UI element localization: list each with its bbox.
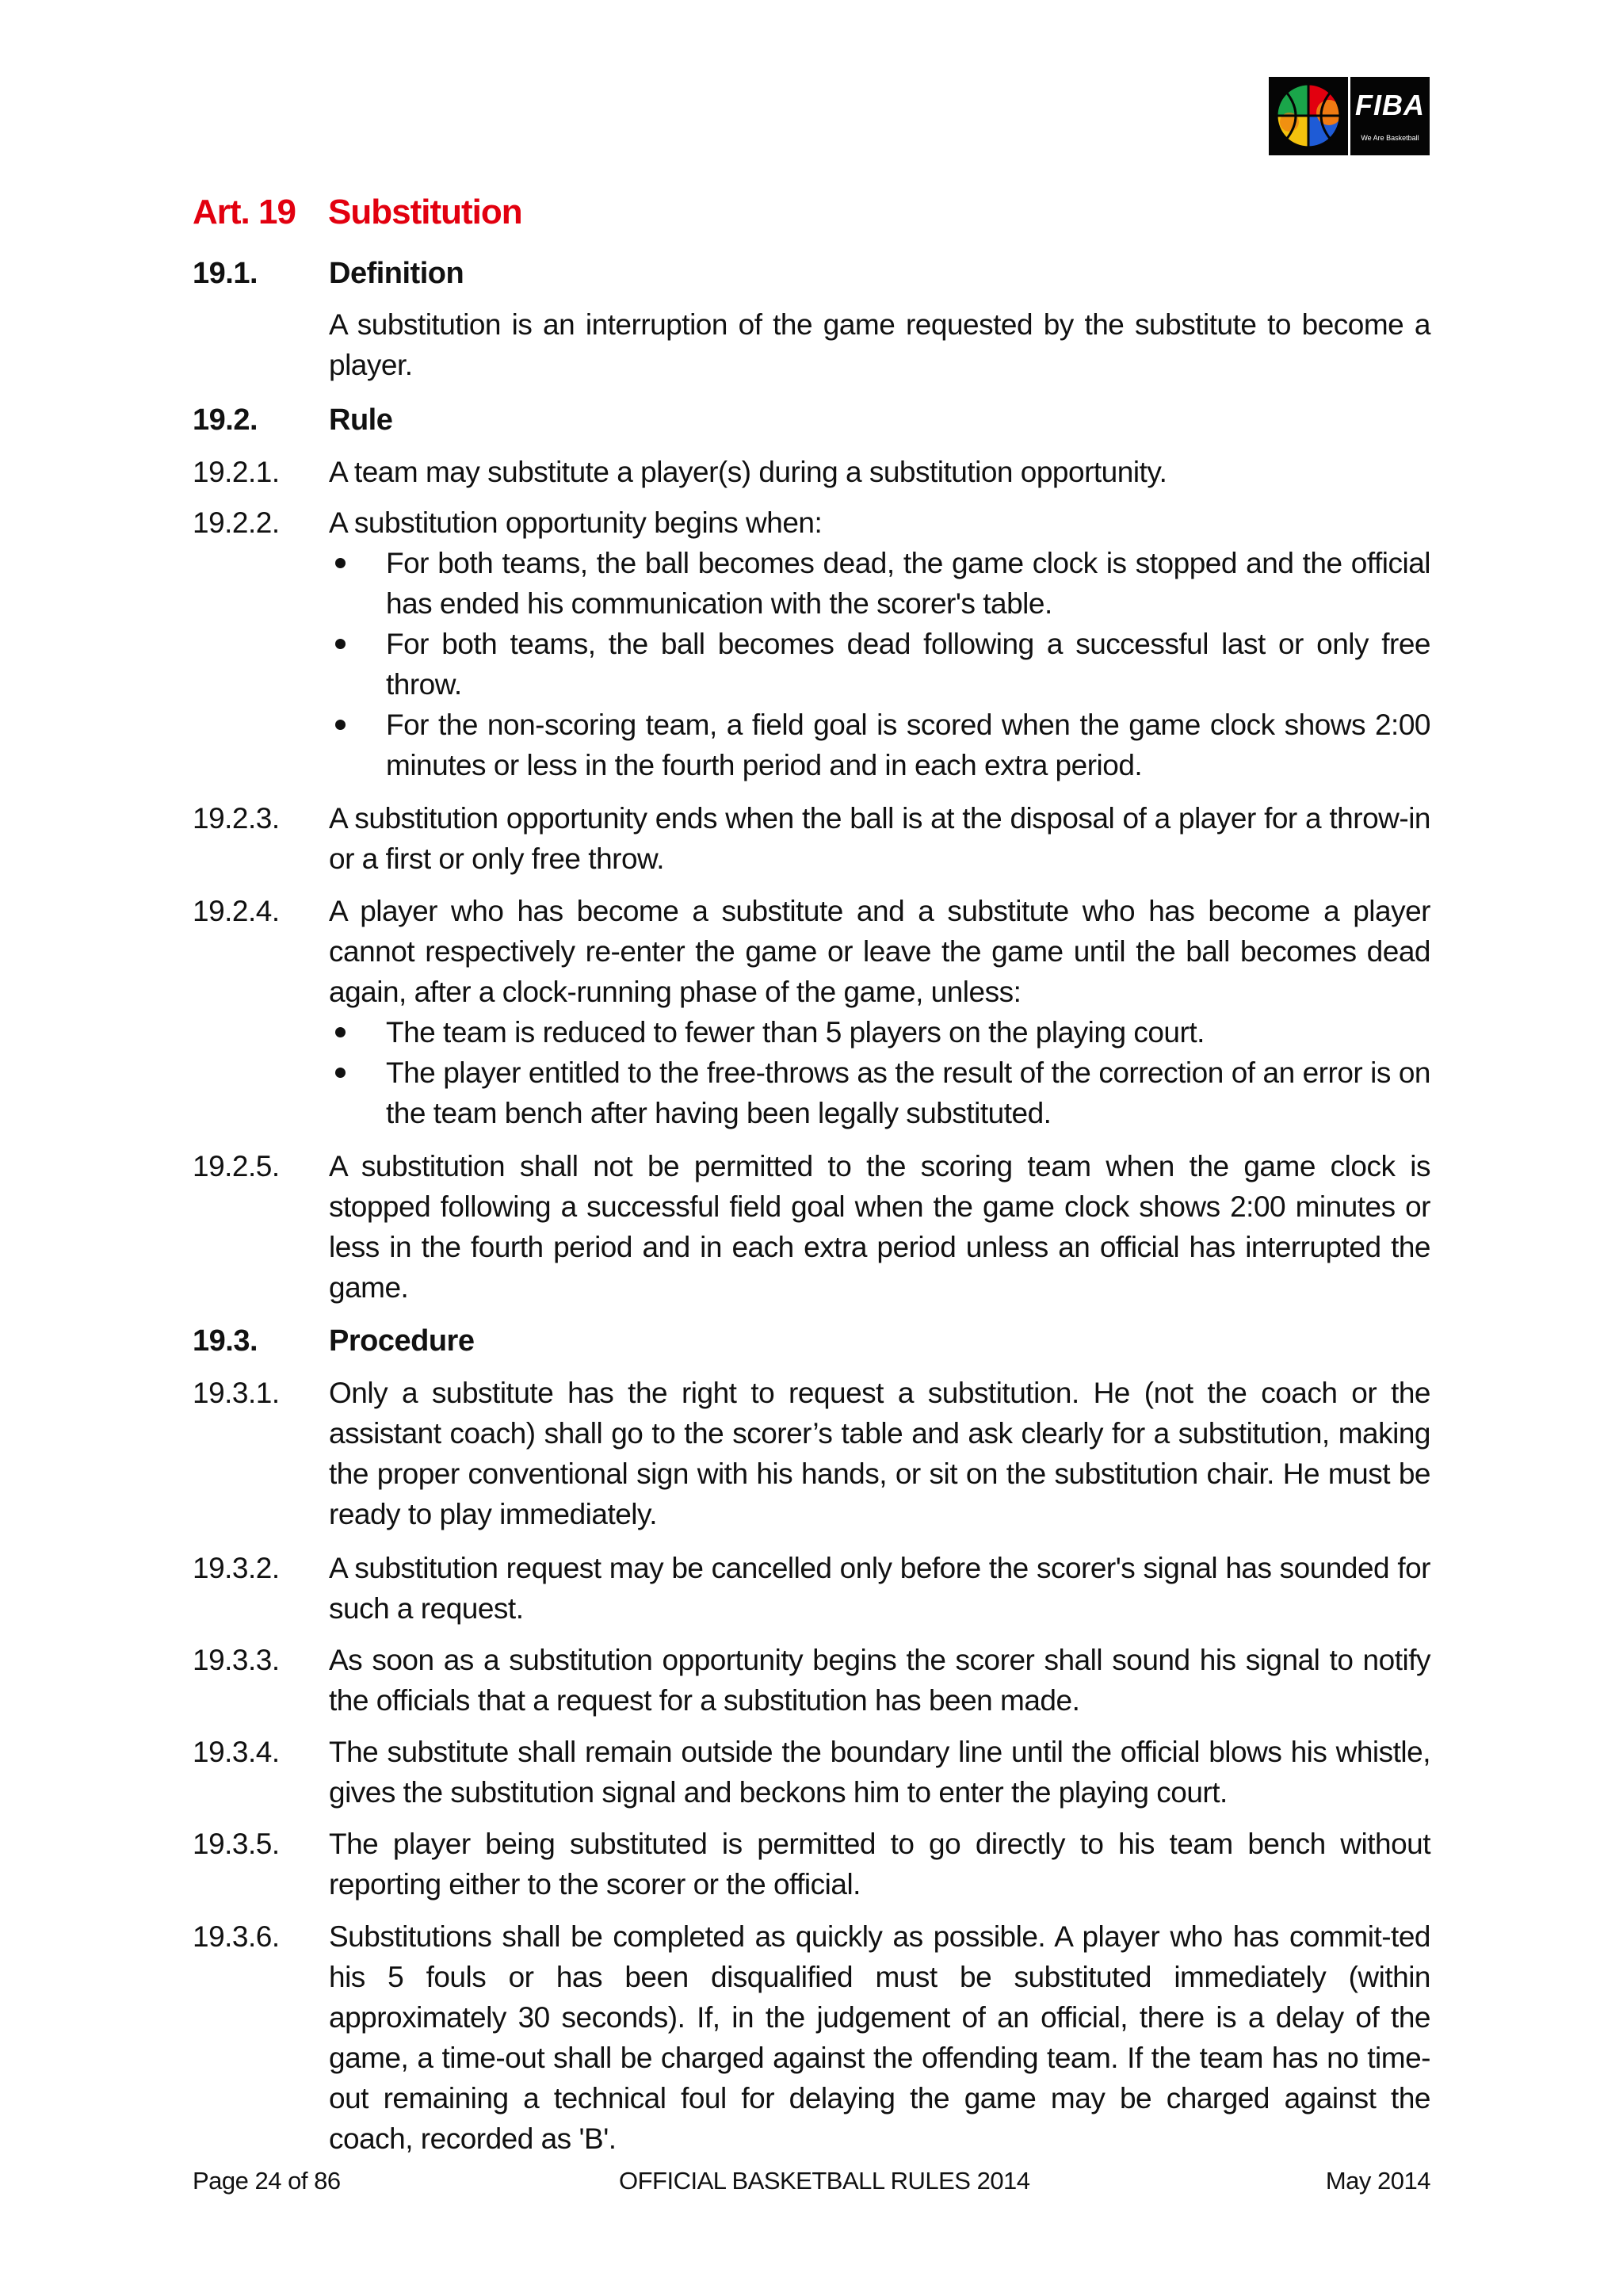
paragraph-body [329,502,1430,785]
bullet-icon [335,720,346,730]
paragraph-19-3-1 [193,1373,1430,1534]
list-item [329,1052,1430,1133]
article-heading [193,190,522,235]
section-heading-19-1 [193,254,1430,294]
list-item [329,543,1430,624]
section-title: Procedure [329,1324,475,1358]
logo-wordmark: FIBA [1355,88,1425,121]
paragraph-text: A player who has become a substitute and a substitute who has become a player cannot respectively re-enter the game or leave the game until the ball becomes dead again, after a clock-running phase of the game, unless: [329,895,1430,1008]
section-number: 19.3. [193,1324,258,1358]
paragraph-text: A substitution opportunity ends when the ball is at the disposal of a player for a throw-in or a first or only free throw. [329,802,1430,875]
list-item-text: The player entitled to the free-throws as the result of the correction of an error is on the team bench after having been legally substituted. [386,1056,1430,1129]
paragraph-19-3-2 [193,1548,1430,1629]
paragraph-number: 19.2.1. [193,456,280,488]
list-item-text: For both teams, the ball becomes dead, the game clock is stopped and the official has ended his communication with the scorer's table. [386,547,1430,620]
basketball-globe-icon [1269,77,1348,155]
paragraph-number: 19.3.4. [193,1736,280,1768]
paragraph-text: Substitutions shall be completed as quickly as possible. A player who has commit-ted his 5 fouls or has been disqualified must be substituted immediately (within approximately 30 seconds). If, in the judgement of an official, there is a delay of the game, a time-out shall be charged against the offending team. If the team has no time-out remaining a technical foul for delaying the game may be charged against the coach, recorded as 'B'. [329,1920,1430,2155]
bullet-icon [335,558,346,568]
section-title: Definition [329,257,464,290]
paragraph-text: A substitution request may be cancelled only before the scorer's signal has sounded for such a request. [329,1552,1430,1625]
paragraph-number: 19.3.2. [193,1552,280,1584]
section-heading-19-3 [193,1321,1430,1362]
page-number: Page 24 of 86 [193,2167,341,2195]
paragraph-text: A substitution opportunity begins when: [329,506,823,539]
paragraph-text: A team may substitute a player(s) during a substitution opportunity. [329,456,1167,488]
paragraph-text: The substitute shall remain outside the boundary line until the official blows his whistle, gives the substitution signal and beckons him to enter the playing court. [329,1736,1430,1809]
paragraph-body [329,891,1430,1133]
article-number: Art. 19 [193,193,296,231]
bullet-list [329,1012,1430,1133]
logo-tagline: We Are Basketball [1361,133,1419,142]
paragraph-number: 19.3.3. [193,1644,280,1676]
page-footer [193,2164,1430,2199]
paragraph-text: A substitution shall not be permitted to the scoring team when the game clock is stopped following a successful field goal when the game clock shows 2:00 minutes or less in the fourth period and in each extra period unless an official has interrupted the game. [329,1150,1430,1304]
paragraph-19-3-5 [193,1824,1430,1904]
list-item-text: For the non-scoring team, a field goal is scored when the game clock shows 2:00 minutes or less in the fourth period and in each extra period. [386,709,1430,781]
document-title: OFFICIAL BASKETBALL RULES 2014 [619,2167,1030,2195]
paragraph-text: A substitution is an interruption of the game requested by the substitute to become a player. [329,308,1430,381]
document-date: May 2014 [1325,2167,1430,2195]
list-item-text: For both teams, the ball becomes dead following a successful last or only free throw. [386,628,1430,701]
paragraph-number: 19.3.1. [193,1377,280,1409]
list-item [329,624,1430,705]
paragraph-number: 19.2.2. [193,506,280,539]
section-number: 19.1. [193,257,258,290]
article-title: Substitution [328,193,522,231]
paragraph-number: 19.2.3. [193,802,280,835]
paragraph-19-2-5 [193,1146,1430,1308]
paragraph-number: 19.3.5. [193,1828,280,1860]
paragraph-19-3-3 [193,1640,1430,1721]
paragraph-number: 19.2.4. [193,895,280,927]
paragraph-19-3-6 [193,1916,1430,2159]
paragraph-text: As soon as a substitution opportunity begins the scorer shall sound his signal to notify the officials that a request for a substitution has been made. [329,1644,1430,1717]
bullet-icon [335,639,346,649]
paragraph-number: 19.3.6. [193,1920,280,1953]
paragraph-19-2-3 [193,798,1430,879]
list-item [329,705,1430,785]
bullet-icon [335,1068,346,1078]
list-item-text: The team is reduced to fewer than 5 players on the playing court. [386,1016,1205,1049]
bullet-list [329,543,1430,785]
paragraph-text: The player being substituted is permitted to go directly to his team bench without reporting either to the scorer or the official. [329,1828,1430,1901]
paragraph-text: Only a substitute has the right to request a substitution. He (not the coach or the assistant coach) shall go to the scorer’s table and ask clearly for a substitution, making the proper conventional sign with his hands, or sit on the substitution chair. He must be ready to play immediately. [329,1377,1430,1530]
paragraph-19-2-4 [193,891,1430,1133]
paragraph-19-2-1 [193,452,1430,492]
fiba-logo [1269,77,1430,155]
section-number: 19.2. [193,403,258,437]
paragraph-19-3-4 [193,1732,1430,1813]
list-item [329,1012,1430,1052]
paragraph-19-1 [193,304,1430,385]
bullet-icon [335,1027,346,1037]
section-heading-19-2 [193,400,1430,441]
paragraph-19-2-2 [193,502,1430,785]
section-title: Rule [329,403,393,437]
logo-wordmark-block [1350,77,1430,155]
paragraph-number: 19.2.5. [193,1150,280,1182]
